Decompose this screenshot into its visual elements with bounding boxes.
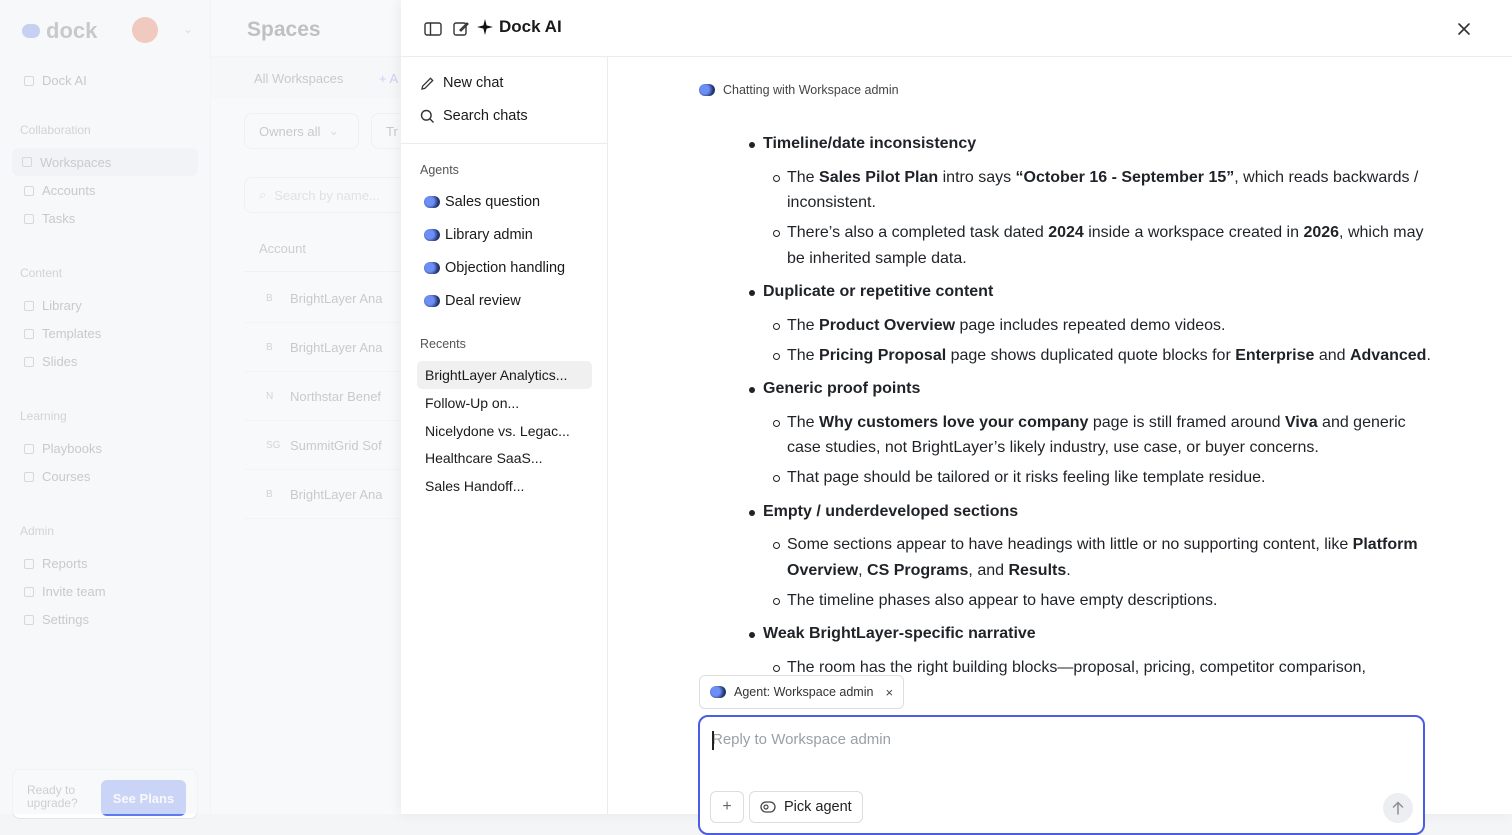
recent-chat-item[interactable]: Follow-Up on... [425, 395, 520, 411]
text: , and [968, 561, 1009, 579]
pick-agent-label: Pick agent [784, 799, 852, 815]
bold-text: Results [1008, 561, 1067, 579]
bold-text: Why customers love your company [819, 413, 1089, 431]
message-thread[interactable] [609, 123, 1512, 676]
agent-label: Sales question [445, 194, 541, 210]
bold-text: Sales Pilot Plan [819, 168, 939, 186]
message-section [737, 621, 1437, 680]
search-chats-label: Search chats [443, 108, 528, 124]
reply-composer [698, 715, 1425, 835]
bold-text: CS Programs [867, 561, 969, 579]
text: The room has the right building blocks—proposal, pricing, competitor comparison, [787, 658, 1366, 676]
sub-bullet-icon [773, 542, 780, 549]
sub-bullet-icon [773, 175, 780, 182]
agent-icon [424, 196, 440, 208]
text: , which may be inherited sample data. [787, 224, 1424, 267]
agent-objection-handling[interactable] [424, 260, 565, 276]
text: intro says [938, 168, 1016, 186]
plus-icon: + [722, 798, 732, 815]
message-point [763, 165, 1437, 216]
recents-heading: Recents [420, 337, 466, 351]
bold-text: 2026 [1303, 224, 1340, 241]
sparkle-icon [477, 19, 493, 35]
agent-icon [710, 686, 726, 698]
sub-bullet-icon [773, 353, 780, 360]
agent-sales-question[interactable] [424, 194, 540, 210]
text: The [787, 316, 820, 334]
section-heading: Generic proof points [763, 380, 921, 397]
send-button[interactable] [1383, 793, 1413, 823]
sub-bullet-icon [773, 323, 780, 330]
section-heading: Timeline/date inconsistency [763, 135, 977, 152]
text: The timeline phases also appear to have empty descriptions. [787, 591, 1218, 609]
bullet-icon [749, 632, 755, 638]
bold-text: 2024 [1048, 224, 1084, 241]
recent-chat-item[interactable]: Healthcare SaaS... [425, 450, 543, 466]
bold-text: Viva [1284, 413, 1318, 431]
text: , which reads backwards / inconsistent. [787, 168, 1419, 211]
remove-agent-icon[interactable]: × [885, 684, 894, 700]
sub-bullet-icon [773, 475, 780, 482]
message-point [763, 313, 1437, 339]
arrow-up-icon [1392, 801, 1404, 815]
message-section [737, 376, 1437, 491]
recent-chat-item[interactable]: Sales Handoff... [425, 478, 525, 494]
panel-header [401, 0, 1512, 57]
text: The [787, 413, 820, 431]
bold-text: Advanced [1349, 346, 1427, 364]
chat-main [609, 57, 1512, 814]
text: page is still framed around [1088, 413, 1285, 431]
bullet-icon [749, 290, 755, 296]
sub-bullet-icon [773, 665, 780, 672]
chatting-with-label [699, 83, 899, 97]
search-icon [420, 109, 435, 124]
pick-agent-button[interactable] [749, 791, 863, 823]
message-section [737, 131, 1437, 271]
panel-title [477, 17, 562, 37]
sidebar-toggle-icon[interactable] [422, 18, 444, 40]
agent-deal-review[interactable] [424, 293, 521, 309]
agent-outline-icon [760, 801, 776, 813]
chatting-with-text: Chatting with Workspace admin [723, 83, 899, 97]
text: . [1426, 346, 1431, 364]
new-chat-label: New chat [443, 75, 504, 91]
text: , [858, 561, 868, 579]
text: and [1314, 346, 1350, 364]
bold-text: Pricing Proposal [819, 346, 947, 364]
divider [401, 143, 608, 144]
message-point [763, 410, 1437, 461]
message-point [763, 343, 1437, 369]
panel-title-text: Dock AI [499, 17, 562, 36]
chat-sidebar [401, 57, 608, 814]
section-heading: Weak BrightLayer-specific narrative [763, 625, 1036, 642]
text: page shows duplicated quote blocks for [946, 346, 1236, 364]
agent-icon [424, 229, 440, 241]
agent-icon [424, 262, 440, 274]
sub-bullet-icon [773, 598, 780, 605]
agent-label: Library admin [445, 227, 533, 243]
recent-chat-item[interactable]: BrightLayer Analytics... [417, 361, 592, 389]
agent-icon [699, 84, 715, 96]
dock-ai-panel [401, 0, 1512, 814]
bullet-icon [749, 142, 755, 148]
recent-chat-item[interactable]: Nicelydone vs. Legac... [425, 423, 570, 439]
agents-heading: Agents [420, 163, 459, 177]
search-chats-button[interactable] [420, 108, 528, 124]
text: inside a workspace created in [1083, 224, 1304, 241]
message-point [763, 588, 1437, 614]
section-heading: Empty / underdeveloped sections [763, 502, 1019, 520]
bullet-icon [749, 510, 755, 516]
bold-text: Platform Overview [787, 536, 1418, 579]
attach-button[interactable] [710, 791, 744, 823]
text: page includes repeated demo videos. [955, 316, 1226, 334]
agent-chip [699, 675, 904, 709]
bold-text: Enterprise [1235, 346, 1315, 364]
text: The [787, 346, 820, 364]
text: Some sections appear to have headings with little or no supporting content, like [787, 536, 1353, 553]
text: and generic case studies, not BrightLayer’s likely industry, use case, or buyer concerns. [787, 413, 1406, 456]
message-point [763, 220, 1437, 271]
reply-input[interactable] [712, 731, 1392, 748]
text: That page should be tailored or it risks feeling like template residue. [787, 469, 1266, 486]
message-point [763, 532, 1437, 583]
close-icon[interactable] [1453, 18, 1475, 40]
text: There’s also a completed task dated [787, 224, 1049, 241]
agent-icon [424, 295, 440, 307]
text-caret [712, 731, 714, 750]
bullet-icon [749, 387, 755, 393]
message-section [737, 279, 1437, 368]
pencil-icon [420, 76, 435, 91]
text: . [1066, 561, 1071, 579]
agent-chip-label: Agent: Workspace admin [734, 685, 874, 699]
compose-icon[interactable] [450, 18, 472, 40]
sub-bullet-icon [773, 420, 780, 427]
agent-label: Deal review [445, 293, 521, 309]
message-point [763, 465, 1437, 491]
new-chat-button[interactable] [420, 75, 503, 91]
sub-bullet-icon [773, 230, 780, 237]
bold-text: “October 16 - September 15” [1015, 168, 1235, 186]
text: The [787, 168, 820, 186]
section-heading: Duplicate or repetitive content [763, 283, 994, 300]
assistant-message [737, 131, 1437, 688]
agent-label: Objection handling [445, 260, 566, 276]
bold-text: Product Overview [819, 316, 956, 334]
agent-library-admin[interactable] [424, 227, 533, 243]
message-section [737, 499, 1437, 614]
